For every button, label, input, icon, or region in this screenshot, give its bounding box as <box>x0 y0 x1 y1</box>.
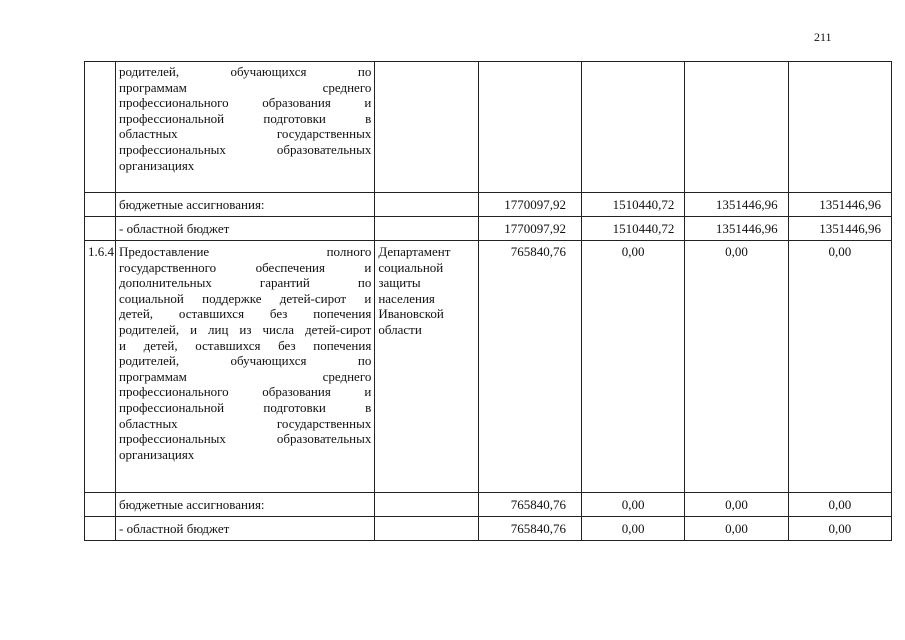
name-line: социальной поддержке детей-сирот и <box>118 290 372 306</box>
activity-name-cell <box>115 62 374 193</box>
value-cell: 765840,76 <box>478 241 581 493</box>
value-cell: 1351446,96 <box>685 193 788 217</box>
executor-line: Департамент <box>378 244 451 259</box>
executor-line: области <box>378 321 422 337</box>
row-number-cell <box>85 493 116 517</box>
value-cell: 0,00 <box>788 241 891 493</box>
executor-line: населения <box>378 290 435 306</box>
name-line: профессионального образования и <box>118 95 372 111</box>
value-cell: 0,00 <box>685 517 788 541</box>
value-cell: 1351446,96 <box>788 193 891 217</box>
executor-cell <box>375 493 478 517</box>
executor-line: социальной <box>378 259 444 275</box>
value-cell: 1510440,72 <box>581 193 684 217</box>
executor-cell <box>375 62 478 193</box>
budget-table <box>84 61 892 541</box>
value-cell: 1770097,92 <box>478 217 581 241</box>
name-line: организациях <box>118 446 195 462</box>
name-line: родителей, обучающихся по <box>118 353 372 369</box>
value-cell: 0,00 <box>581 493 684 517</box>
table-row <box>85 517 892 541</box>
value-cell <box>581 62 684 193</box>
name-line: профессиональных образовательных <box>118 141 372 157</box>
executor-cell <box>375 517 478 541</box>
value-cell <box>788 62 891 193</box>
value-cell: 765840,76 <box>478 493 581 517</box>
name-line: государственного обеспечения и <box>118 259 372 275</box>
value-cell: 0,00 <box>788 493 891 517</box>
name-line: организациях <box>118 157 195 173</box>
table-row <box>85 241 892 493</box>
activity-name-cell: - областной бюджет <box>115 217 374 241</box>
executor-cell <box>375 217 478 241</box>
value-cell <box>478 62 581 193</box>
activity-name-cell <box>115 241 374 493</box>
value-cell: 1351446,96 <box>685 217 788 241</box>
name-line: и детей, оставшихся без попечения <box>118 337 372 353</box>
table-row <box>85 62 892 193</box>
executor-line: защиты <box>378 275 421 291</box>
activity-name-cell: бюджетные ассигнования: <box>115 493 374 517</box>
row-number-cell <box>85 193 116 217</box>
name-line: детей, оставшихся без попечения <box>118 306 372 322</box>
value-cell: 0,00 <box>581 517 684 541</box>
executor-cell <box>375 241 478 493</box>
name-line: родителей, обучающихся по <box>118 64 372 79</box>
table-row <box>85 193 892 217</box>
value-cell: 765840,76 <box>478 517 581 541</box>
value-cell: 1351446,96 <box>788 217 891 241</box>
executor-line: Ивановской <box>378 306 444 322</box>
name-line: областных государственных <box>118 126 372 142</box>
activity-name-cell: бюджетные ассигнования: <box>115 193 374 217</box>
value-cell: 0,00 <box>685 493 788 517</box>
table-row <box>85 493 892 517</box>
name-line: родителей, и лиц из числа детей-сирот <box>118 321 372 337</box>
value-cell: 0,00 <box>788 517 891 541</box>
table-row <box>85 217 892 241</box>
row-number-cell <box>85 62 116 193</box>
value-cell: 1510440,72 <box>581 217 684 241</box>
name-line: профессиональных образовательных <box>118 431 372 447</box>
name-line: программам среднего <box>118 79 372 95</box>
name-line: профессионального образования и <box>118 384 372 400</box>
name-line: дополнительных гарантий по <box>118 275 372 291</box>
row-number-cell <box>85 517 116 541</box>
name-line: областных государственных <box>118 415 372 431</box>
page-number: 211 <box>814 30 832 44</box>
value-cell <box>685 62 788 193</box>
name-line: профессиональной подготовки в <box>118 110 372 126</box>
executor-cell <box>375 193 478 217</box>
value-cell: 1770097,92 <box>478 193 581 217</box>
name-line: Предоставление полного <box>118 244 372 259</box>
value-cell: 0,00 <box>685 241 788 493</box>
activity-name-cell: - областной бюджет <box>115 517 374 541</box>
row-number-cell: 1.6.4 <box>85 241 116 493</box>
value-cell: 0,00 <box>581 241 684 493</box>
row-number-cell <box>85 217 116 241</box>
name-line: программам среднего <box>118 368 372 384</box>
name-line: профессиональной подготовки в <box>118 399 372 415</box>
